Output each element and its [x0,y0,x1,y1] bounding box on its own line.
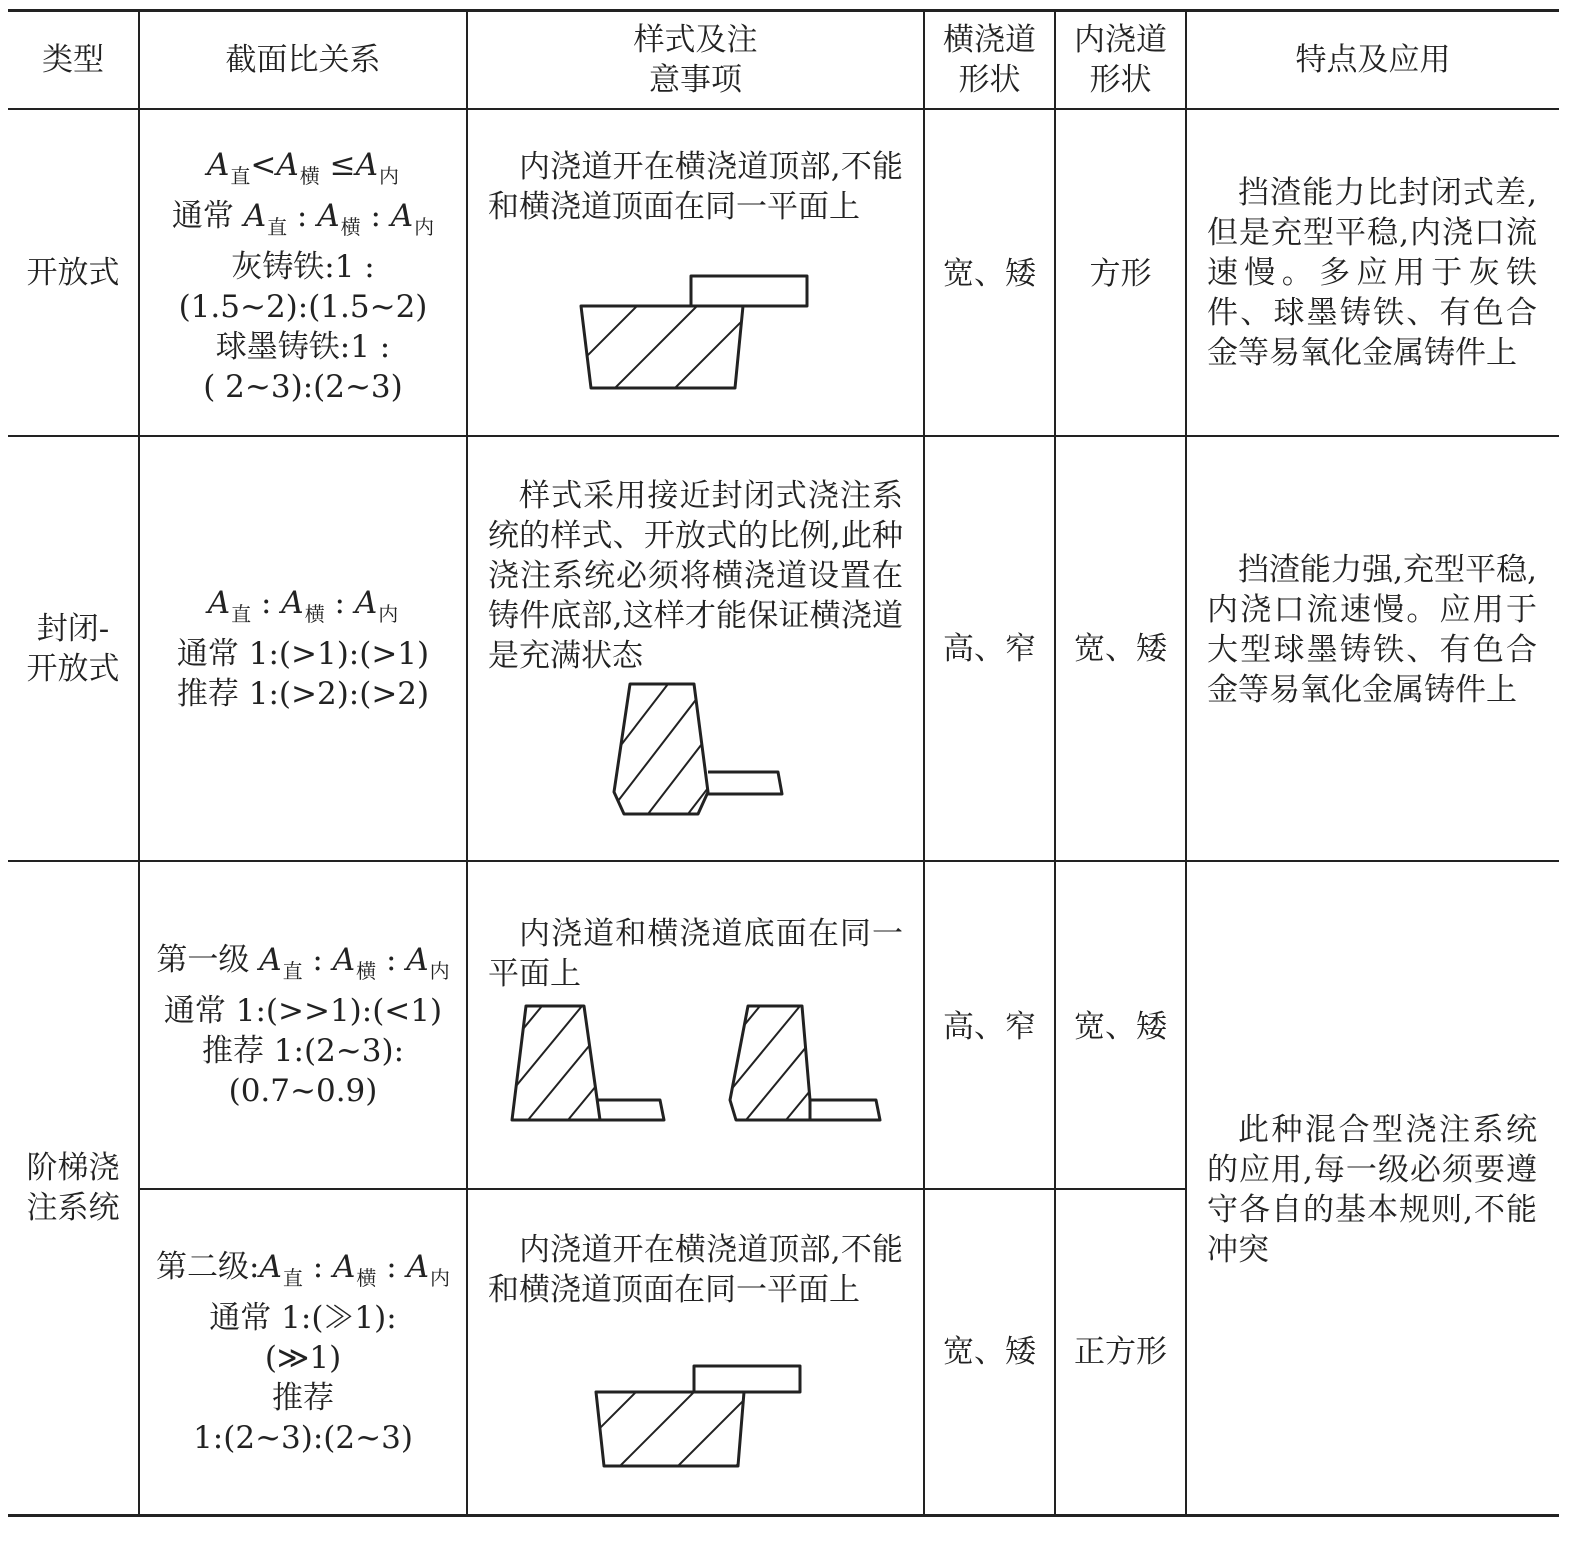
level1-desc [488,914,903,994]
row1-ratio-formula: $A_直<A_横 \le A_内$ [207,147,399,188]
level2-gate-text: 正方形 [1074,1334,1167,1370]
row2-desc [488,476,903,676]
row1-runner-shape [925,110,1054,435]
row1-gate-text: 方形 [1089,256,1152,292]
header-type [8,11,138,108]
level2-section-diagram [592,1362,808,1472]
row1-section-diagram [575,272,815,394]
level2-ratio-line: 推荐 [272,1379,334,1416]
level1-ratio-formula: 第一级 $A_直$ : $A_横$ : $A_内$ [156,941,450,983]
level2-runner-text: 宽、矮 [943,1334,1036,1370]
row2-feature [1207,550,1537,710]
level1-runner-shape [925,862,1054,1188]
level1-ratio [140,862,466,1188]
row1-feature [1207,173,1537,373]
row2-type-line2: 开放式 [26,650,120,687]
level2-runner-shape [925,1190,1054,1514]
header-style-line1: 样式及注 [633,21,758,58]
row2-runner-text: 高、窄 [943,630,1036,667]
level1-ratio-line: (0.7~0.9) [228,1072,378,1109]
level2-ratio-line: 通常 1:(≫1): [209,1299,397,1336]
header-style-line2: 意事项 [649,61,742,98]
header-ratio-text: 截面比关系 [225,41,381,78]
level1-gate-shape [1056,862,1185,1188]
level1-section-diagram-right [726,1002,886,1126]
header-gate-line2: 形状 [1089,61,1152,98]
row1-type [8,110,138,435]
header-gate-line1: 内浇道 [1074,21,1167,58]
row2-gate-shape [1056,437,1185,860]
header-ratio [140,11,466,108]
row3-type-line2: 注系统 [26,1190,120,1226]
row1-ratio-usual: 通常 $A_直$ : $A_横$ : $A_内$ [171,198,435,239]
level1-desc-text: 内浇道和横浇道底面在同一平面上 [488,916,903,992]
header-runner-line2: 形状 [958,61,1021,98]
row3-feature [1207,1110,1537,1270]
row2-type-line1: 封闭- [36,610,110,647]
table-bottom-border [8,1514,1559,1517]
row2-feature-text: 挡渣能力强,充型平稳,内浇口流速慢。应用于大型球墨铸铁、有色合金等易氧化金属铸件上 [1207,552,1537,708]
row2-type [8,437,138,860]
col-divider-2 [466,9,468,1516]
row3-type-line1: 阶梯浇 [26,1150,120,1186]
level1-gate-text: 宽、矮 [1074,1009,1167,1045]
level2-ratio-line: 1:(2~3):(2~3) [193,1419,413,1456]
row1-ratio-line: (1.5~2):(1.5~2) [178,289,428,325]
row2-ratio-line: 推荐 1:(>2):(>2) [176,676,430,712]
row2-ratio-line: 通常 1:(>1):(>1) [176,636,430,672]
header-feature [1187,11,1559,108]
row1-ratio-line: 灰铸铁:1 : [231,249,375,285]
header-type-text: 类型 [42,41,104,78]
row1-feature-text: 挡渣能力比封闭式差,但是充型平稳,内浇口流速慢。多应用于灰铁件、球墨铸铁、有色合金等易氧化金属铸件上 [1207,175,1537,371]
row2-gate-text: 宽、矮 [1074,630,1167,667]
level2-desc-text: 内浇道开在横浇道顶部,不能和横浇道顶面在同一平面上 [488,1232,903,1308]
level2-desc [488,1230,903,1310]
row1-type-text: 开放式 [26,254,120,291]
row2-section-diagram [608,680,788,820]
row1-desc-text: 内浇道开在横浇道顶部,不能和横浇道顶面在同一平面上 [488,149,903,225]
level1-ratio-line: 通常 1:(>>1):(<1) [163,992,443,1029]
level2-ratio [140,1190,466,1514]
row2-ratio [140,437,466,860]
col-divider-5 [1185,9,1187,1516]
header-runner-shape [925,11,1054,108]
row1-runner-text: 宽、矮 [943,256,1036,292]
level2-gate-shape [1056,1190,1185,1514]
row1-ratio [140,145,466,405]
level2-ratio-line: (≫1) [264,1339,342,1376]
level1-ratio-line: 推荐 1:(2~3): [201,1032,405,1069]
header-runner-line1: 横浇道 [943,21,1036,58]
row1-ratio-line: ( 2~3):(2~3) [203,369,403,405]
row2-desc-text: 样式采用接近封闭式浇注系统的样式、开放式的比例,此种浇注系统必须将横浇道设置在铸件底部,这样才能保证横浇道是充满状态 [488,478,903,674]
row3-feature-text: 此种混合型浇注系统的应用,每一级必须要遵守各自的基本规则,不能冲突 [1207,1112,1537,1268]
header-style [468,11,923,108]
row1-ratio-line: 球墨铸铁:1 : [215,329,391,365]
row2-ratio-formula: $A_直$ : $A_横$ : $A_内$ [207,585,399,626]
level2-ratio-formula: 第二级$:A_直$ : $A_横$ : $A_内$ [156,1248,450,1290]
row1-gate-shape [1056,110,1185,435]
header-bottom-border [8,108,1559,110]
header-gate-shape [1056,11,1185,108]
level1-runner-text: 高、窄 [943,1009,1036,1045]
row1-desc [488,147,903,227]
header-feature-text: 特点及应用 [1295,41,1451,78]
level1-section-diagram-left [508,1002,668,1126]
row3-type [8,862,138,1514]
row2-runner-shape [925,437,1054,860]
